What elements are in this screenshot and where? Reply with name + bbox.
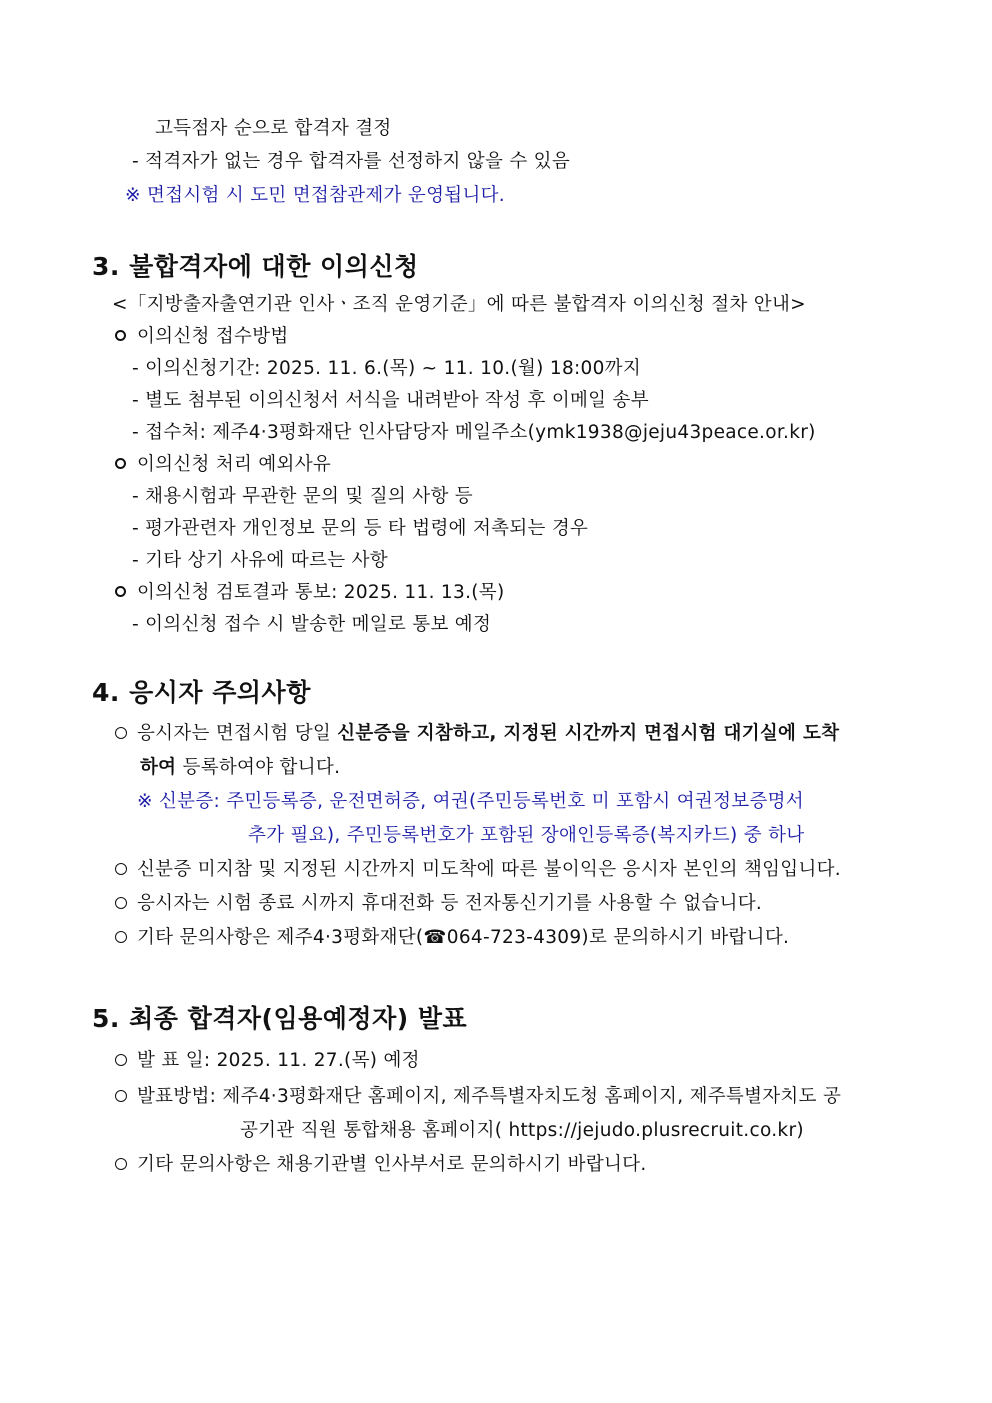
hollow-circle-bullet-icon [115, 1152, 137, 1178]
bullet-objection-result [115, 580, 504, 606]
objection-contact: - 접수처: 제주4·3평화재단 인사담당자 메일주소(ymk1938@jeju43peace.or.kr) [132, 422, 816, 443]
result-notification: - 이의신청 접수 시 발송한 메일로 통보 예정 [132, 614, 492, 635]
applicant-id-requirement-cont: 하여 등록하여야 합니다. [140, 757, 341, 778]
id-responsibility: 신분증 미지참 및 지정된 시간까지 미도착에 따른 불이익은 응시자 본인의 책임입니다. [115, 857, 841, 883]
agency-inquiry: 기타 문의사항은 채용기관별 인사부서로 문의하시기 바랍니다. [115, 1152, 647, 1178]
bullet-text: 이의신청 접수방법 [137, 326, 289, 347]
device-restriction: 응시자는 시험 종료 시까지 휴대전화 등 전자통신기기를 사용할 수 없습니다. [115, 891, 762, 917]
no-qualified-line: - 적격자가 없는 경우 합격자를 선정하지 않을 수 있음 [132, 151, 571, 172]
announcement-method: 발표방법: 제주4·3평화재단 홈페이지, 제주특별자치도청 홈페이지, 제주특별자치도 공 [115, 1084, 841, 1110]
objection-period: - 이의신청기간: 2025. 11. 6.(목) ~ 11. 10.(월) 18:00까지 [132, 358, 642, 379]
section-5-heading: 5. 최종 합격자(임용예정자) 발표 [92, 1004, 468, 1033]
filled-circle-bullet-icon [115, 452, 137, 478]
objection-form: - 별도 첨부된 이의신청서 서식을 내려받아 작성 후 이메일 송부 [132, 390, 649, 411]
announcement-method-cont: 공기관 직원 통합채용 홈페이지( https://jejudo.plusrecruit.co.kr) [240, 1120, 804, 1141]
hollow-circle-bullet-icon [115, 891, 137, 917]
decision-line: 고득점자 순으로 합격자 결정 [155, 118, 392, 139]
id-types-note-cont: 추가 필요), 주민등록번호가 포함된 장애인등록증(복지카드) 중 하나 [248, 825, 805, 846]
id-types-note: ※ 신분증: 주민등록증, 운전면허증, 여권(주민등록번호 미 포함시 여권정보증명서 [137, 791, 804, 812]
hollow-circle-bullet-icon [115, 857, 137, 883]
hollow-circle-bullet-icon [115, 1048, 137, 1074]
section-3-intro: <「지방출자출연기관 인사ㆍ조직 운영기준」에 따른 불합격자 이의신청 절차 안내> [112, 294, 806, 315]
applicant-id-requirement: 응시자는 면접시험 당일 신분증을 지참하고, 지정된 시간까지 면접시험 대기실에 도착 [115, 721, 839, 747]
section-4-heading: 4. 응시자 주의사항 [92, 678, 311, 707]
filled-circle-bullet-icon [115, 324, 137, 350]
exception-item-1: - 채용시험과 무관한 문의 및 질의 사항 등 [132, 486, 473, 507]
interview-observation-notice: ※ 면접시험 시 도민 면접참관제가 운영됩니다. [125, 185, 505, 206]
section-3-heading: 3. 불합격자에 대한 이의신청 [92, 252, 419, 281]
hollow-circle-bullet-icon [115, 721, 137, 747]
bullet-text: 이의신청 처리 예외사유 [137, 454, 332, 475]
bullet-objection-method [115, 324, 289, 350]
inquiry-contact: 기타 문의사항은 제주4·3평화재단(☎064-723-4309)로 문의하시기 바랍니다. [115, 925, 789, 951]
bullet-text: 이의신청 검토결과 통보: 2025. 11. 13.(목) [137, 582, 505, 603]
exception-item-2: - 평가관련자 개인정보 문의 등 타 법령에 저촉되는 경우 [132, 518, 589, 539]
hollow-circle-bullet-icon [115, 1084, 137, 1110]
hollow-circle-bullet-icon [115, 925, 137, 951]
announcement-date: 발 표 일: 2025. 11. 27.(목) 예정 [115, 1048, 420, 1074]
exception-item-3: - 기타 상기 사유에 따르는 사항 [132, 550, 388, 571]
bullet-objection-exceptions [115, 452, 331, 478]
filled-circle-bullet-icon [115, 580, 137, 606]
